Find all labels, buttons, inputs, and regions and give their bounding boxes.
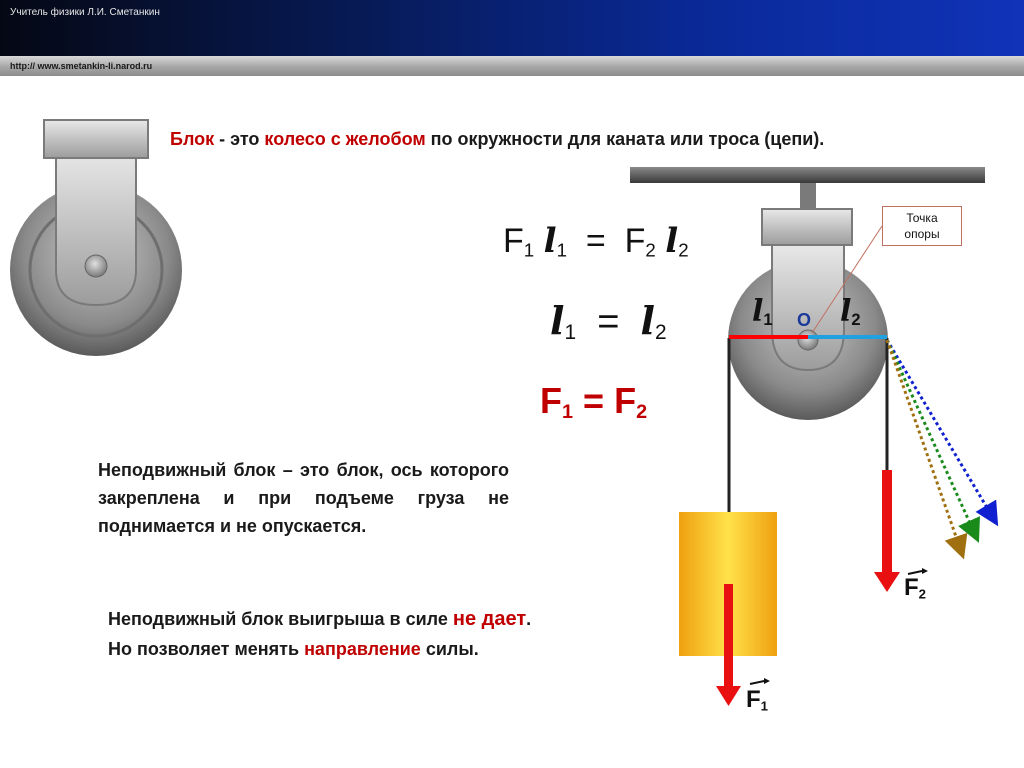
- term-wheel: колесо с желобом: [264, 129, 426, 149]
- author-title: Учитель физики Л.И. Сметанкин: [10, 7, 160, 18]
- callout-line2: опоры: [904, 227, 940, 241]
- conclusion-line-2: Но позволяет менять направление силы.: [108, 639, 479, 659]
- label-f2: $F_2$: [904, 574, 927, 602]
- formula-arms-equal: $l_1 = l_2$: [550, 298, 667, 345]
- f1-vector-mark-head: [764, 678, 770, 684]
- pivot-callout: [882, 206, 962, 246]
- formula-moment-balance: $F_1$ $l_1 = F_2$ $l_2$: [503, 221, 689, 261]
- f2-arrow-shaft: [882, 470, 892, 574]
- callout-line1: Точка: [906, 211, 938, 225]
- alt-force-green: [887, 340, 974, 532]
- formula-forces-equal: $F_1 = F_2$: [540, 380, 648, 423]
- left-bracket: [56, 150, 136, 305]
- left-mount-plate: [44, 120, 148, 158]
- f1-vector-mark: [750, 681, 764, 684]
- term-blok: Блок: [170, 129, 215, 149]
- label-f1: $F_1$: [746, 686, 769, 714]
- label-l2: $l_2$: [840, 294, 861, 330]
- conclusion-text: [108, 604, 531, 664]
- right-bracket: [772, 245, 844, 370]
- f1-arrow-shaft: [724, 584, 733, 688]
- conclusion-line-1: Неподвижный блок выигрыша в силе не дает.: [108, 608, 532, 630]
- fixed-block-definition: Неподвижный блок – это блок, ось которого закреплена и при подъеме груза не поднимается и не опускается.: [98, 460, 509, 536]
- left-axle: [85, 255, 107, 277]
- f1-arrow-head: [716, 686, 741, 706]
- pulley-illustration: [10, 120, 182, 356]
- hanger-rod: [800, 183, 816, 211]
- ceiling-beam: [630, 167, 985, 183]
- right-mount-plate: [762, 209, 852, 245]
- def-rest: по окружности для каната или троса (цепи).: [425, 129, 825, 149]
- right-axle: [798, 330, 818, 350]
- label-l1: $l_1$: [752, 294, 773, 330]
- label-center-o: O: [797, 310, 812, 330]
- f2-arrow-head: [874, 572, 900, 592]
- def-dash: - это: [214, 129, 265, 149]
- site-url[interactable]: http:// www.smetankin-li.narod.ru: [10, 61, 153, 71]
